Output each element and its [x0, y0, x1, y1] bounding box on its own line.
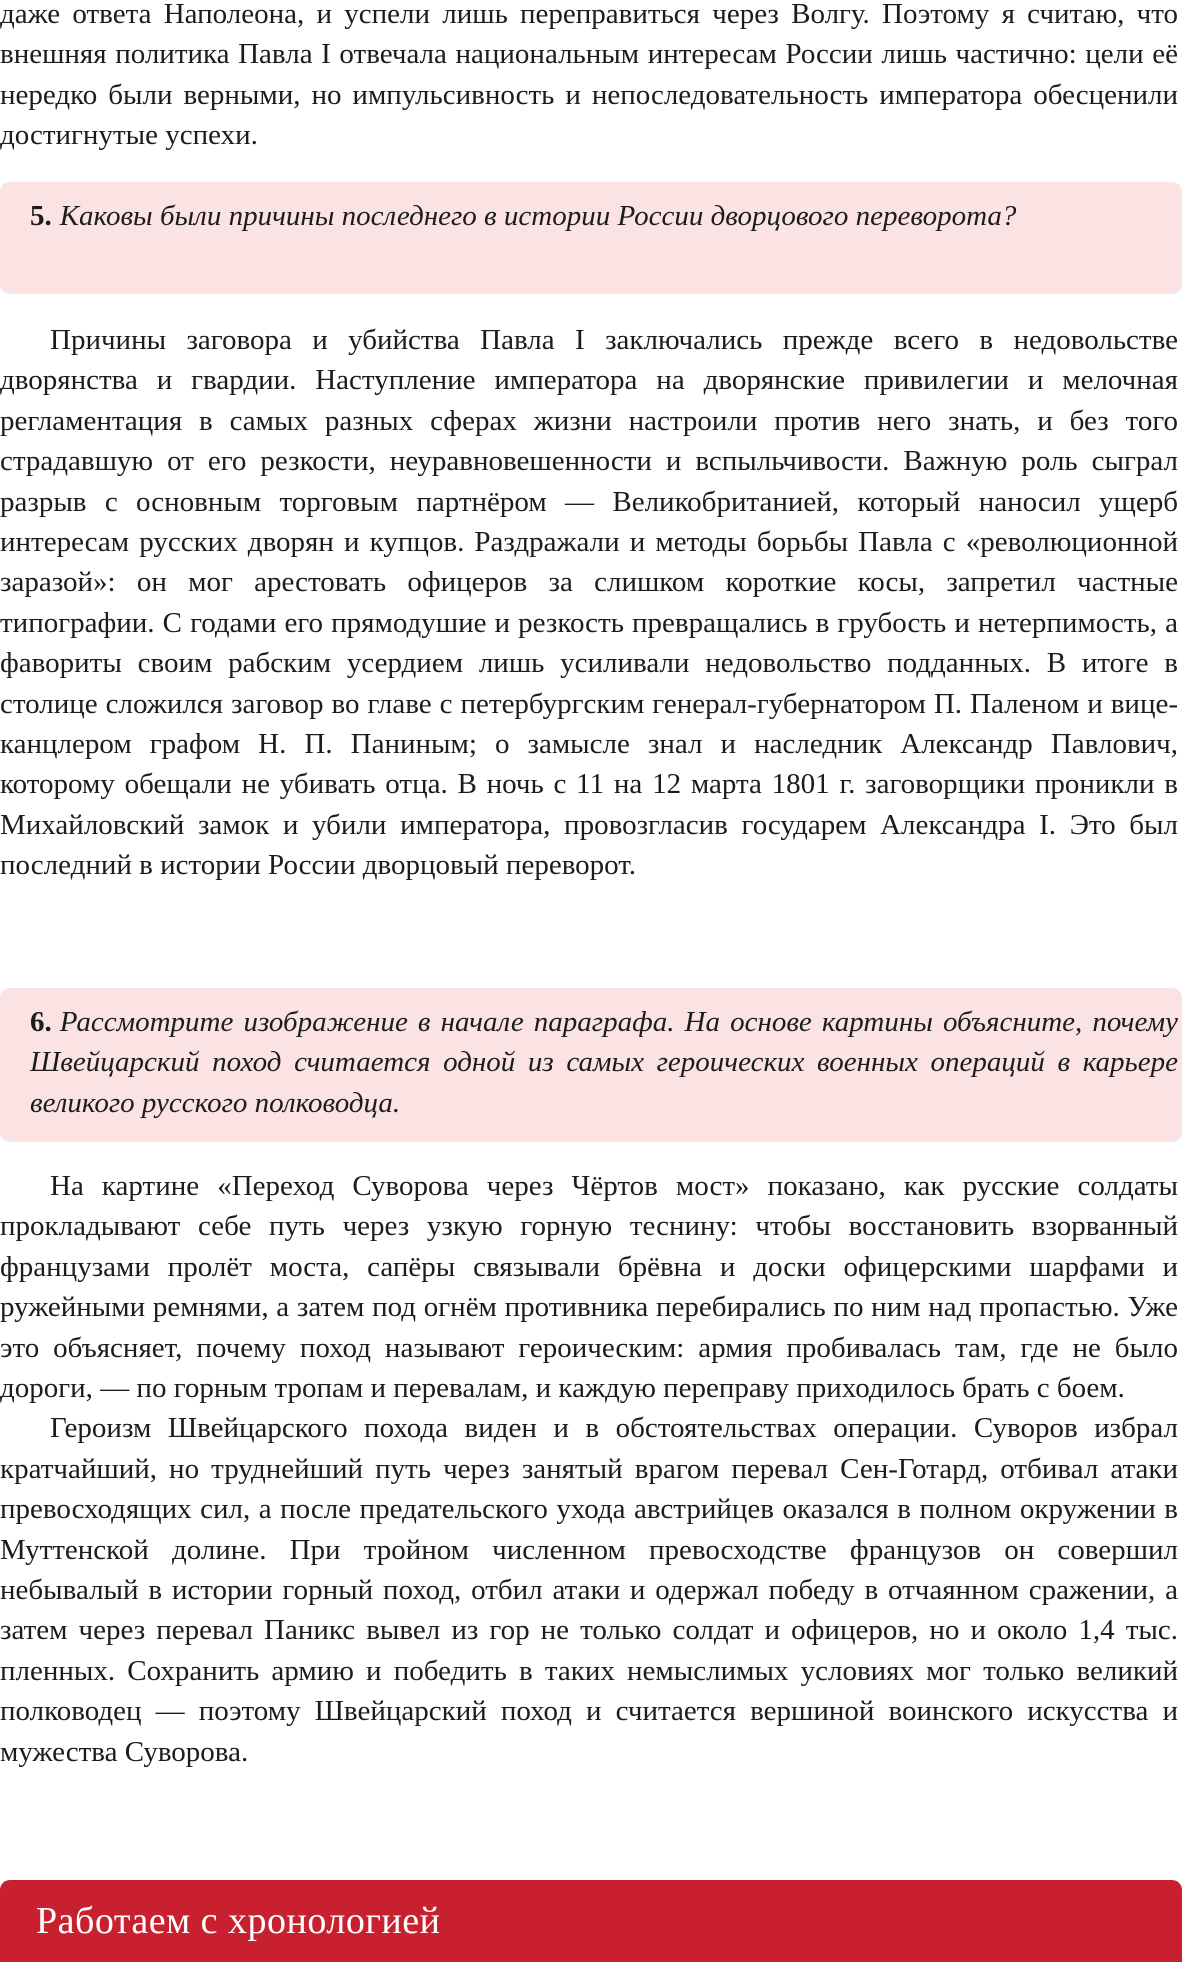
answer-5-text — [0, 320, 1178, 886]
intro-text — [0, 0, 1178, 156]
question-6-box — [0, 988, 1182, 1142]
section-header-title: Работаем с хронологией — [36, 1900, 441, 1942]
answer-6-text — [0, 1166, 1178, 1772]
answer-5-paragraph: Причины заговора и убийства Павла I заключались прежде всего в недовольстве дворянства и гвардии. Наступление императора на дворянские привилегии и мелочная регламентация в самых разных сферах жизни настроили против него знать, и без того страдавшую от его резкости, неуравновешенности и вспыльчивости. Важную роль сыграл разрыв с основным торговым партнёром — Великобританией, который наносил ущерб интересам русских дворян и купцов. Раздражали и методы борьбы Павла с «революционной заразой»: он мог арестовать офицеров за слишком короткие косы, запретил частные типографии. С годами его прямодушие и резкость превращались в грубость и нетерпимость, а фавориты своим рабским усердием лишь усиливали недовольство подданных. В итоге в столице сложился заговор во главе с петербургским генерал-губернатором П. Паленом и вице-канцлером графом Н. П. Паниным; о замысле знал и наследник Александр Павлович, которому обещали не убивать отца. В ночь с 11 на 12 марта 1801 г. заговорщики проникли в Михайловский замок и убили императора, провозгласив государем Александра I. Это был последний в истории России дворцовый переворот. — [0, 324, 1178, 882]
question-5-number: 5. — [30, 200, 52, 232]
intro-paragraph: даже ответа Наполеона, и успели лишь переправиться через Волгу. Поэтому я считаю, что внешняя политика Павла I отвечала национальным интересам России лишь частично: цели её нередко были верными, но импульсивность и непоследовательность императора обесценили достигнутые успехи. — [0, 0, 1178, 152]
answer-6-paragraph-1: На картине «Переход Суворова через Чёртов мост» показано, как русские солдаты прокладывают себе путь через узкую горную теснину: чтобы восстановить взорванный французами пролёт моста, сапёры связывали брёвна и доски офицерскими шарфами и ружейными ремнями, а затем под огнём противника перебирались по ним над пропастью. Уже это объясняет, почему поход называют героическим: армия пробивалась там, где не было дороги, — по горным тропам и перевалам, и каждую переправу приходилось брать с боем. — [0, 1170, 1178, 1405]
question-6-text: Рассмотрите изображение в начале параграфа. На основе картины объясните, почему Швейцарский поход считается одной из самых героических военных операций в карьере великого русского полководца. — [30, 1006, 1178, 1119]
section-header-chronology — [0, 1880, 1182, 1962]
question-5-text: Каковы были причины последнего в истории России дворцового переворота? — [59, 200, 1017, 232]
question-5-box — [0, 182, 1182, 294]
question-6-number: 6. — [30, 1006, 52, 1038]
answer-6-paragraph-2: Героизм Швейцарского похода виден и в обстоятельствах операции. Суворов избрал кратчайший, но труднейший путь через занятый врагом перевал Сен-Готард, отбивал атаки превосходящих сил, а после предательского ухода австрийцев оказался в полном окружении в Муттенской долине. При тройном численном превосходстве французов он совершил небывалый в истории горный поход, отбил атаки и одержал победу в отчаянном сражении, а затем через перевал Паникс вывел из гор не только солдат и офицеров, но и около 1,4 тыс. пленных. Сохранить армию и победить в таких немыслимых условиях мог только великий полководец — поэтому Швейцарский поход и считается вершиной воинского искусства и мужества Суворова. — [0, 1412, 1178, 1768]
